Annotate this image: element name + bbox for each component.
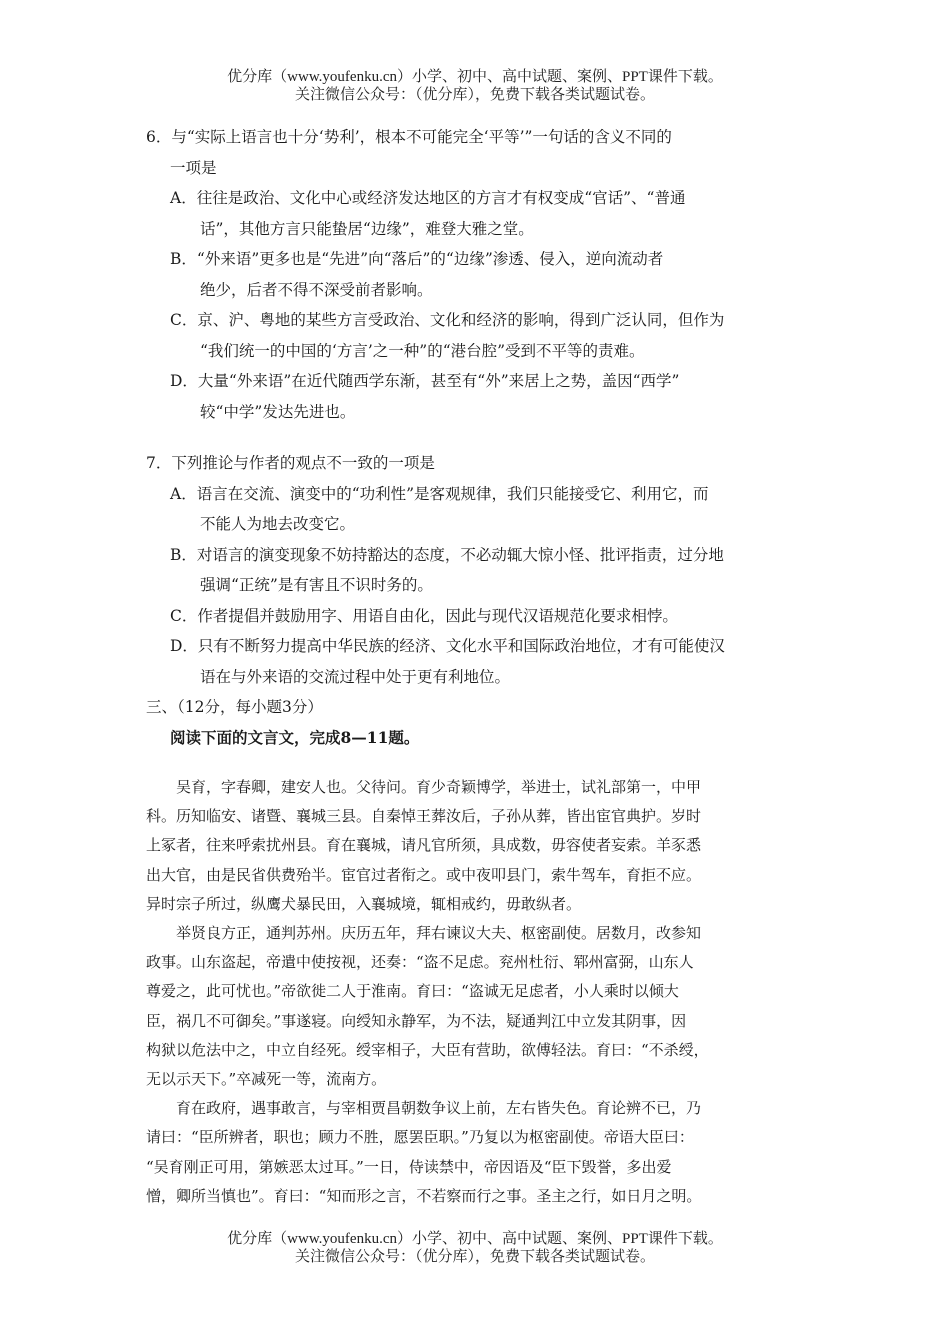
q6-option-b: B．“外来语”更多也是“先进”向“落后”的“边缘”渗透、侵入，逆向流动者 [170,250,664,268]
footer-line-2: 关注微信公众号：（优分库），免费下载各类试题试卷。 [294,1249,655,1265]
q7-stem: 7．下列推论与作者的观点不一致的一项是 [146,454,435,472]
q7-option-d: D．只有不断努力提高中华民族的经济、文化水平和国际政治地位，才有可能使汉 [170,637,725,655]
passage-line: 尊爱之，此可忧也。”帝欲徙二人于淮南。育曰：“盗诚无足虑者，小人乘时以倾大 [146,982,679,1001]
q6-stem: 6．与“实际上语言也十分‘势利’，根本不可能完全‘平等’”一句话的含义不同的 [146,128,672,146]
q7-option-a-cont: 不能人为地去改变它。 [200,515,356,533]
q7-option-b: B．对语言的演变现象不妨持豁达的态度，不必动辄大惊小怪、批评指责，过分地 [170,545,724,564]
section-3-instruction: 阅读下面的文言文，完成8—11题。 [170,727,420,747]
q6-option-c-cont: “我们统一的中国的‘方言’之一种”的“港台腔”受到不平等的责难。 [200,341,645,360]
q6-option-d: D．大量“外来语”在近代随西学东渐，甚至有“外”来居上之势，盖因“西学” [170,372,680,390]
passage-line: 出大官，由是民省供费殆半。宦官过者衔之。或中夜叩县门，索牛驾车，育拒不应。 [146,865,702,884]
header-line-1: 优分库（www.youfenku.cn）小学、初中、高中试题、案例、PPT课件下载。 [227,69,723,85]
passage-line: 科。历知临安、诸暨、襄城三县。自秦悼王葬汝后，子孙从葬，皆出宦官典护。岁时 [146,807,702,826]
q6-option-a: A．往往是政治、文化中心或经济发达地区的方言才有权变成“官话”、“普通 [170,189,686,207]
q6-option-d-cont: 较“中学”发达先进也。 [200,402,356,421]
question-7 [146,448,816,753]
question-6 [146,122,816,427]
passage-line: “吴育刚正可用，第嫉恶太过耳。”一日，侍读禁中，帝因语及“臣下毁誉，多出爱 [146,1157,672,1176]
passage-line: 构狱以危法中之，中立自经死。绶宰相子，大臣有营助，欲傅轻法。育曰：“不杀绶， [146,1040,709,1059]
passage-line: 上冢者，往来呼索扰州县。育在襄城，请凡官所须，具成数，毋容使者妄索。羊豕悉 [146,836,702,855]
passage-line: 育在政府，遇事敢言，与宰相贾昌朝数争议上前，左右皆失色。育论辨不已，乃 [146,1099,702,1118]
passage-line: 异时宗子所过，纵鹰犬暴民田，入襄城境，辄相戒约，毋敢纵者。 [146,894,582,913]
section-3-title: 三、（12分，每小题3分） [146,698,323,716]
passage-line: 憎，卿所当慎也”。育曰：“知而形之言，不若察而行之事。圣主之行，如日月之明。 [146,1186,702,1205]
q7-option-b-cont: 强调“正统”是有害且不识时务的。 [200,576,433,594]
passage-line: 请曰：“臣所辨者，职也；顾力不胜，愿罢臣职。”乃复以为枢密副使。帝语大臣曰： [146,1128,694,1147]
passage-line: 臣，祸几不可御矣。”事遂寝。向绶知永静军，为不法，疑通判江中立发其阴事，因 [146,1011,687,1030]
page-footer [0,1230,950,1266]
q6-stem-cont: 一项是 [170,158,217,177]
footer-line-1: 优分库（www.youfenku.cn）小学、初中、高中试题、案例、PPT课件下载。 [227,1231,723,1247]
q6-option-c: C．京、沪、粤地的某些方言受政治、文化和经济的影响，得到广泛认同，但作为 [170,311,725,329]
classical-passage [146,773,816,1211]
q6-option-b-cont: 绝少，后者不得不深受前者影响。 [200,280,433,299]
passage-line: 无以示天下。”卒减死一等，流南方。 [146,1070,387,1089]
q7-option-c: C．作者提倡并鼓励用字、用语自由化，因此与现代汉语规范化要求相悖。 [170,606,678,625]
passage-line: 吴育，字春卿，建安人也。父待问。育少奇颖博学，举进士，试礼部第一，中甲 [146,778,702,796]
passage-line: 举贤良方正，通判苏州。庆历五年，拜右谏议大夫、枢密副使。居数月，改参知 [146,924,702,943]
q6-option-a-cont: 话”，其他方言只能蛰居“边缘”，难登大雅之堂。 [200,219,534,238]
page-header [0,68,950,104]
passage-line: 政事。山东盗起，帝遣中使按视，还奏：“盗不足虑。兖州杜衍、郓州富弼，山东人 [146,953,694,972]
header-line-2: 关注微信公众号：（优分库），免费下载各类试题试卷。 [294,87,655,103]
q7-option-d-cont: 语在与外来语的交流过程中处于更有利地位。 [200,667,511,686]
q7-option-a: A．语言在交流、演变中的“功利性”是客观规律，我们只能接受它、利用它，而 [170,484,709,503]
